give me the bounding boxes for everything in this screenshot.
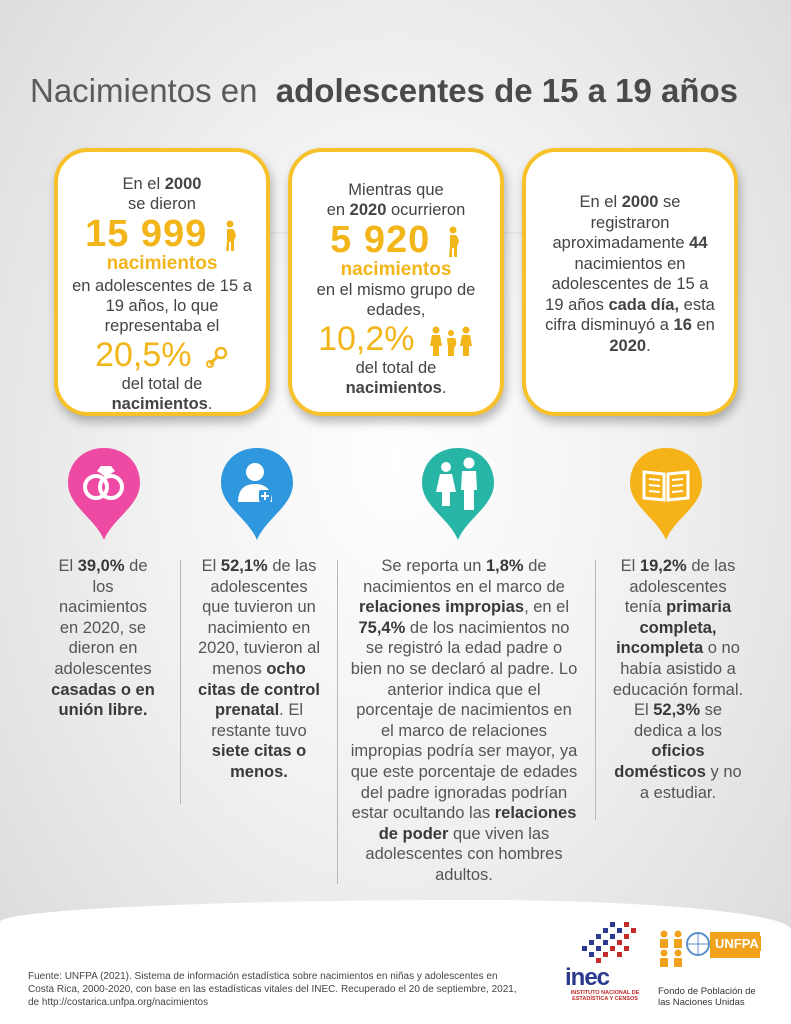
card1-body: en adolescentes de 15 a 19 años, lo que representaba el (72, 277, 252, 335)
card1-intro-2: se dieron (128, 195, 196, 213)
unfpa-logo-subtitle: Fondo de Población de las Naciones Unidas (658, 986, 756, 1008)
card2-big-label: nacimientos (340, 259, 452, 280)
card1-percent: 20,5% (58, 336, 266, 374)
stat-card-2000 (54, 148, 270, 416)
nurse-pin (218, 446, 296, 542)
title-bold: adolescentes de 15 a 19 años (275, 72, 739, 109)
card2-body: en el mismo grupo de edades, (316, 281, 476, 319)
family-small-icon (428, 326, 474, 356)
inec-logo-text: inec (565, 964, 610, 991)
title-light: Nacimientos en (30, 72, 258, 109)
family-pin (419, 446, 497, 542)
card1-foot: del total de nacimientos. (111, 375, 213, 413)
book-pin (627, 446, 705, 542)
card1-big-label: nacimientos (106, 253, 218, 274)
unfpa-logo-text: UNFPA (715, 936, 759, 951)
stat-column-prenatal: El 52,1% de las adolescentes que tuvieron un nacimiento en 2020, tuvieron al menos ocho citas de control prenatal. El restante tuvo siete citas o menos. (197, 557, 320, 781)
column-divider (337, 560, 338, 884)
rings-pin (65, 446, 143, 542)
stat-card-2020 (288, 148, 504, 416)
column-divider (180, 560, 181, 804)
card2-big-number: 5 920 (292, 220, 500, 260)
card2-foot: del total de nacimientos. (345, 359, 447, 397)
pregnant-icon (223, 220, 239, 252)
stat-column-relations: Se reporta un 1,8% de nacimientos en el marco de relaciones impropias, en el 75,4% de los nacimientos no se registró la edad padre o bien no se declaró al padre. Lo anterior indica que el porcentaje de nacimientos en el marco de relaciones impropias podría ser mayor, ya que este porcentaje de edades del padre ignoradas podrían estar ocultando las relaciones de poder que viven las adolescentes con hombres adultos. (350, 557, 578, 884)
card2-intro-2: en 2020 ocurrieron (326, 201, 466, 219)
stat-card-daily: En el 2000 se registraron aproximadamente 44 nacimientos en adolescentes de 15 a 19 años cada día, esta cifra disminuyó a 16 en 2020. (522, 148, 738, 416)
card1-big-number: 15 999 (58, 214, 266, 254)
source-footnote: Fuente: UNFPA (2021). Sistema de información estadística sobre nacimientos en niñas y adolescentes en Costa Rica, 2000-2020, con base en las estadísticas vitales del INEC. Recuperado el 20 de septiembre, 2021, de http://costarica.unfpa.org/nacimientos (28, 971, 517, 1008)
stat-column-married: El 39,0% de los nacimientos en 2020, se dieron en adolescentes casadas o en unión libre. (51, 557, 155, 720)
column-divider (595, 560, 596, 820)
pregnant-icon (446, 226, 462, 258)
stat-column-education: El 19,2% de las adolescentes tenía primaria completa, incompleta o no había asistido a educación formal. El 52,3% se dedica a los oficios domésticos y no a estudiar. (612, 557, 744, 802)
inec-logo-subtitle: INSTITUTO NACIONAL DE ESTADÍSTICA Y CENSOS (570, 990, 640, 1002)
page-title (30, 72, 770, 110)
card1-intro: En el 2000 (122, 175, 202, 193)
card2-percent: 10,2% (292, 320, 500, 358)
card2-intro: Mientras que (348, 181, 444, 199)
pacifier-icon (205, 345, 229, 369)
inec-logo-icon (580, 918, 644, 964)
